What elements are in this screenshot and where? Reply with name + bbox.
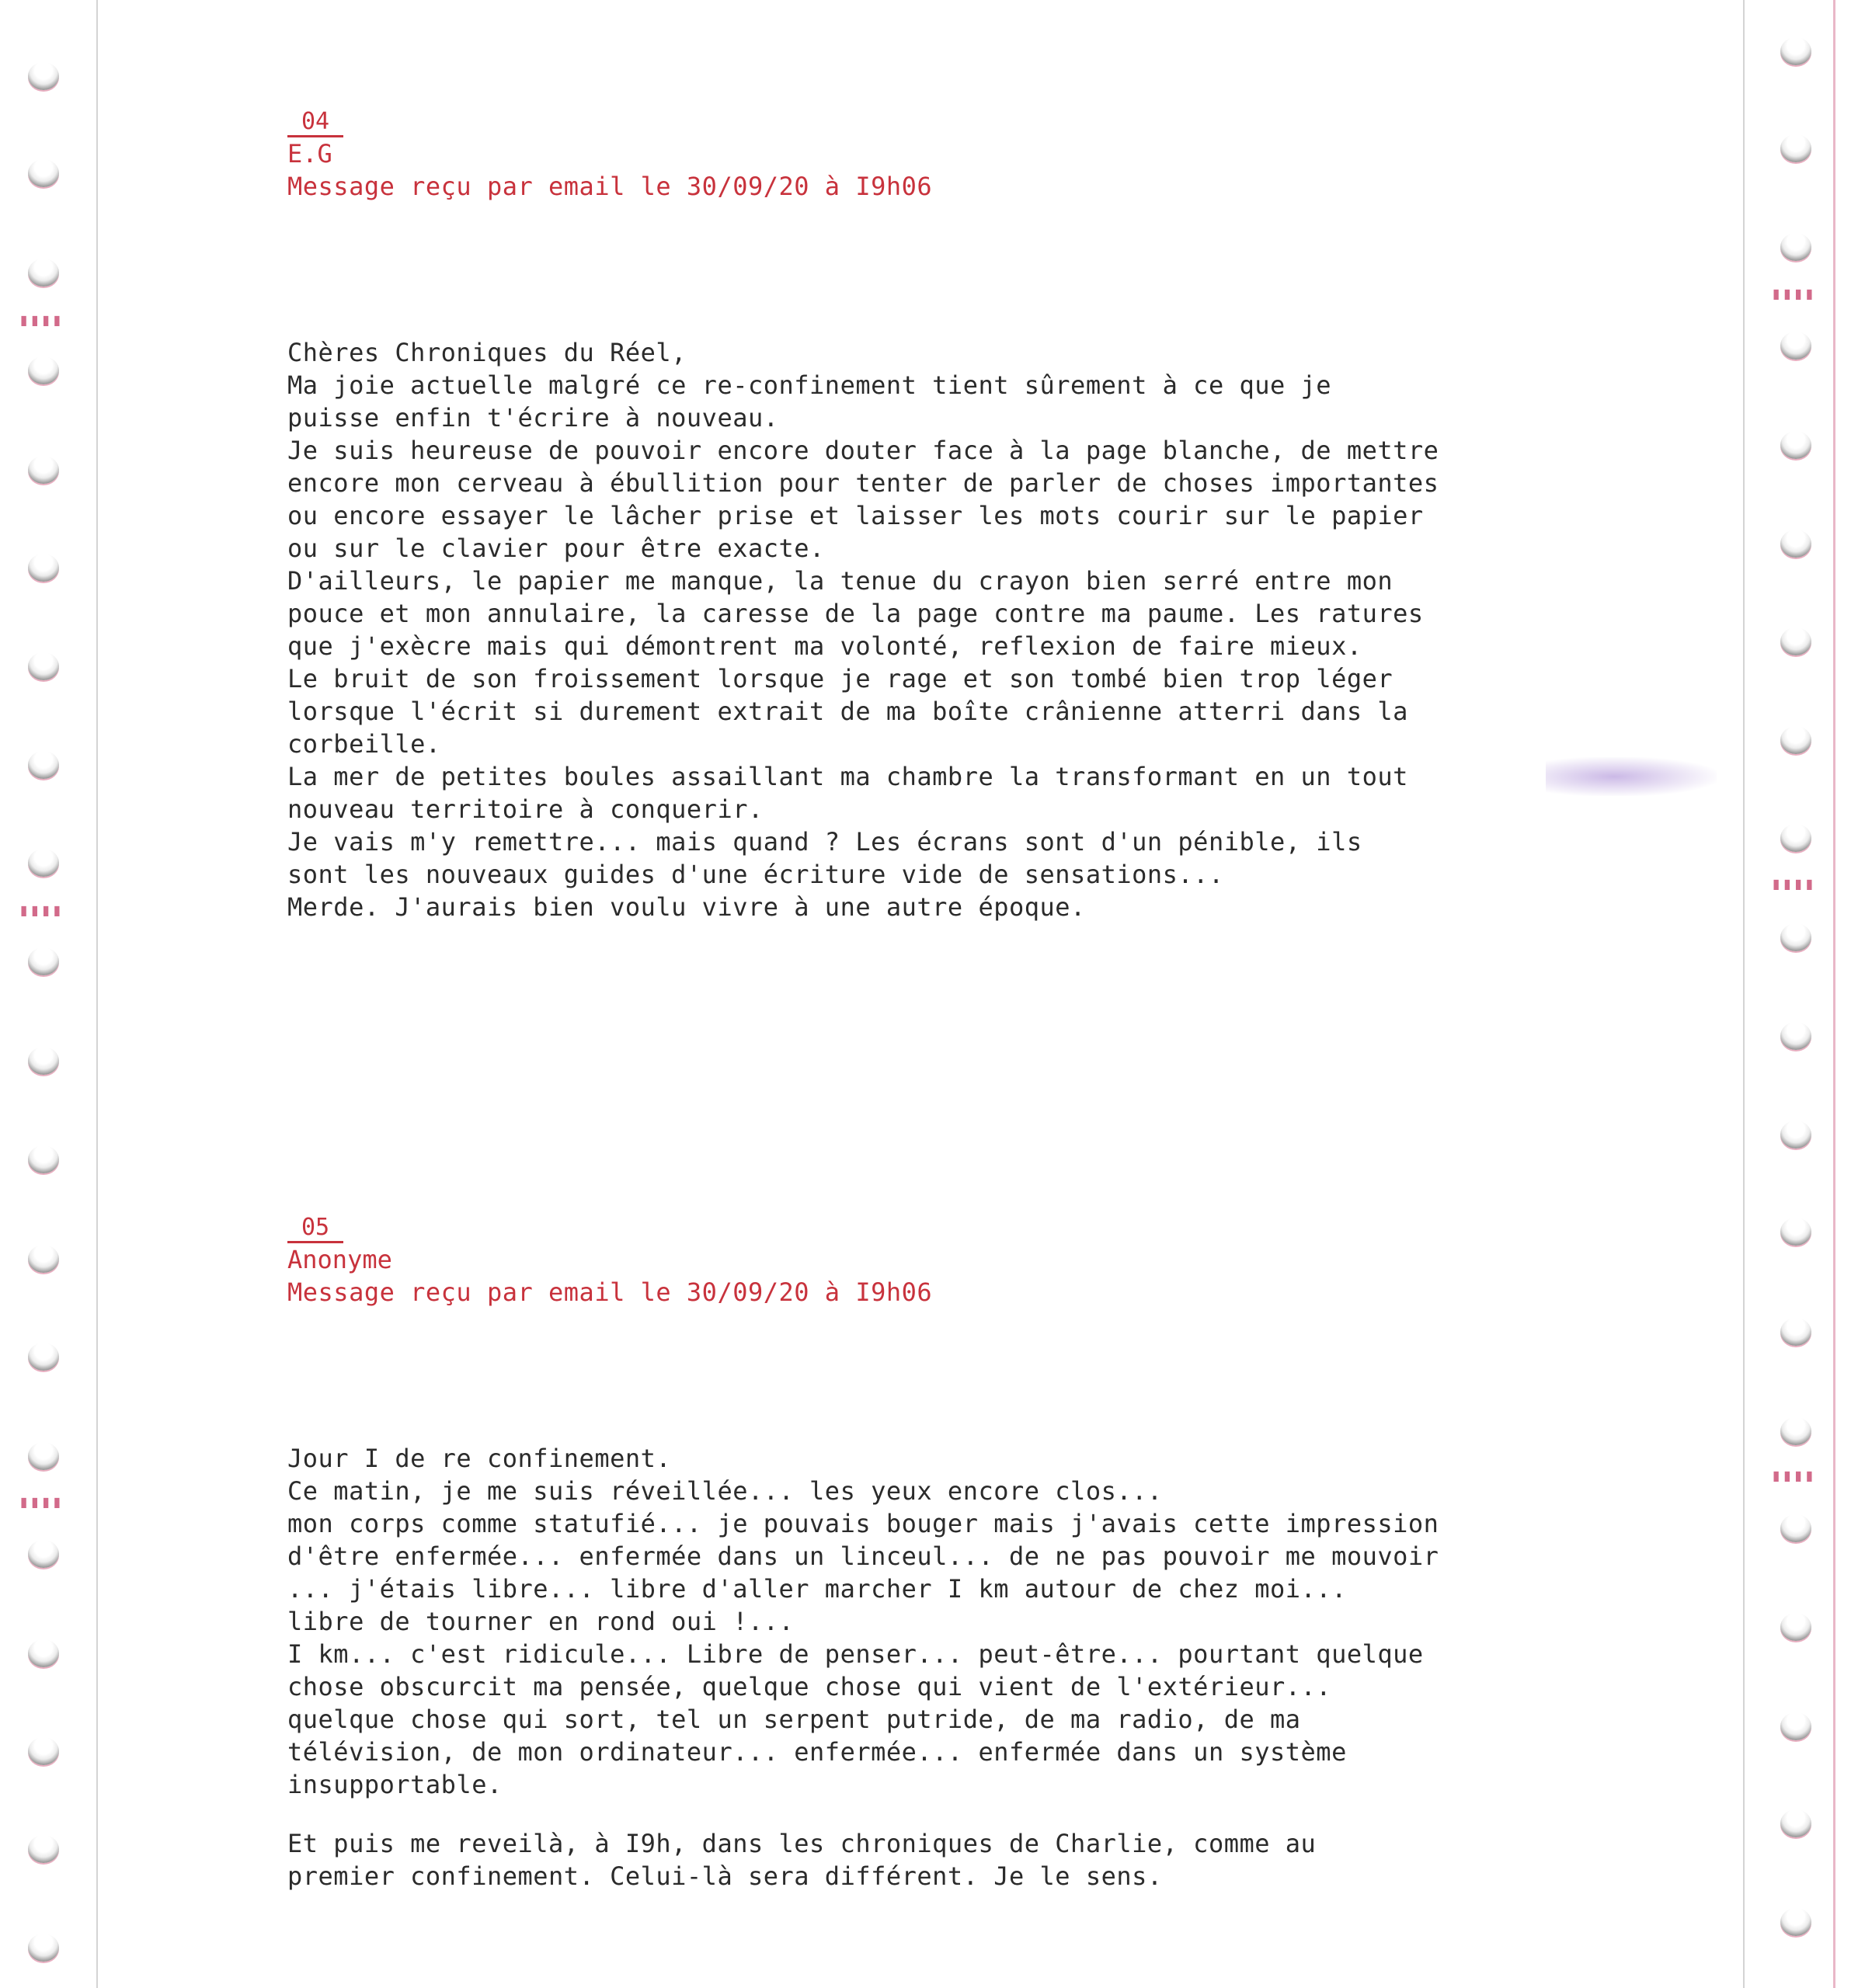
feed-hole — [28, 1639, 59, 1667]
feed-hole — [1780, 431, 1811, 459]
tear-perforation-mark: ▮▮▮▮ — [1771, 874, 1815, 894]
text-line: Ma joie actuelle malgré ce re-confinement tient sûrement à ce que je — [287, 370, 1332, 400]
text-line: mon corps comme statufié... je pouvais bouger mais j'avais cette impression — [287, 1509, 1439, 1538]
feed-hole — [28, 356, 59, 384]
feed-hole — [28, 1245, 59, 1273]
feed-hole — [28, 1835, 59, 1863]
feed-hole — [28, 1145, 59, 1173]
feed-hole — [28, 554, 59, 582]
blank-line — [287, 1795, 1522, 1827]
feed-hole — [1780, 726, 1811, 754]
feed-hole — [28, 947, 59, 975]
feed-hole — [1780, 530, 1811, 558]
feed-hole — [1780, 1809, 1811, 1837]
feed-hole — [28, 652, 59, 680]
text-line: chose obscurcit ma pensée, quelque chose qui vient de l'extérieur... — [287, 1672, 1332, 1701]
entry-author: Anonyme — [287, 1245, 392, 1274]
text-line: nouveau territoire à conquerir. — [287, 794, 764, 824]
text-line: Jour I de re confinement. — [287, 1444, 672, 1473]
ink-smudge — [1546, 757, 1717, 796]
tear-perforation-mark: ▮▮▮▮ — [1771, 1466, 1815, 1486]
text-line: Je suis heureuse de pouvoir encore douter face à la page blanche, de mettre — [287, 436, 1439, 465]
feed-hole — [28, 1934, 59, 1962]
text-line: Je vais m'y remettre... mais quand ? Les écrans sont d'un pénible, ils — [287, 827, 1362, 857]
feed-hole — [1780, 1712, 1811, 1740]
text-line: ou sur le clavier pour être exacte. — [287, 533, 825, 563]
feed-hole — [1780, 1022, 1811, 1050]
text-line: lorsque l'écrit si durement extrait de ma boîte crânienne atterri dans la — [287, 697, 1408, 726]
left-perforation-line — [96, 0, 98, 1988]
text-line: ou encore essayer le lâcher prise et laisser les mots courir sur le papier — [287, 501, 1424, 530]
feed-hole — [1780, 923, 1811, 951]
feed-hole — [1780, 1318, 1811, 1346]
feed-hole — [28, 456, 59, 484]
feed-hole — [1780, 824, 1811, 852]
entry-04-body — [287, 336, 1522, 923]
text-line: d'être enfermée... enfermée dans un linceul... de ne pas pouvoir me mouvoir — [287, 1541, 1439, 1571]
feed-hole — [28, 849, 59, 877]
feed-hole — [1780, 1121, 1811, 1149]
text-line: libre de tourner en rond oui !... — [287, 1607, 795, 1636]
feed-hole — [1780, 332, 1811, 360]
tear-perforation-mark: ▮▮▮▮ — [19, 901, 63, 920]
feed-hole — [28, 751, 59, 779]
entry-04-header — [287, 109, 932, 203]
text-line: télévision, de mon ordinateur... enfermée... enfermée dans un système — [287, 1737, 1347, 1767]
tear-perforation-mark: ▮▮▮▮ — [1771, 284, 1815, 304]
text-line: pouce et mon annulaire, la caresse de la page contre ma paume. Les ratures — [287, 599, 1424, 628]
feed-hole — [28, 1343, 59, 1371]
text-line: quelque chose qui sort, tel un serpent putride, de ma radio, de ma — [287, 1705, 1301, 1734]
feed-hole — [1780, 627, 1811, 655]
feed-hole — [1780, 1417, 1811, 1445]
feed-hole — [1780, 1613, 1811, 1641]
tear-perforation-mark: ▮▮▮▮ — [19, 311, 63, 330]
text-line: D'ailleurs, le papier me manque, la tenue du crayon bien serré entre mon — [287, 566, 1394, 596]
text-line: Le bruit de son froissement lorsque je rage et son tombé bien trop léger — [287, 664, 1394, 693]
entry-author: E.G — [287, 139, 332, 169]
entry-meta: Message reçu par email le 30/09/20 à I9h06 — [287, 172, 933, 201]
entry-meta: Message reçu par email le 30/09/20 à I9h06 — [287, 1277, 933, 1307]
tear-perforation-mark: ▮▮▮▮ — [19, 1493, 63, 1512]
text-line: La mer de petites boules assaillant ma chambre la transformant en un tout — [287, 762, 1408, 791]
text-line: puisse enfin t'écrire à nouveau. — [287, 403, 779, 433]
text-line: insupportable. — [287, 1770, 503, 1799]
text-line: sont les nouveaux guides d'une écriture vide de sensations... — [287, 860, 1224, 889]
text-line: I km... c'est ridicule... Libre de penser... peut-être... pourtant quelque — [287, 1639, 1424, 1669]
text-line: Merde. J'aurais bien voulu vivre à une autre époque. — [287, 892, 1086, 922]
text-line: Chères Chroniques du Réel, — [287, 338, 687, 367]
entry-05-header — [287, 1215, 932, 1309]
right-perforation-line — [1743, 0, 1745, 1988]
text-line: que j'exècre mais qui démontrent ma volonté, reflexion de faire mieux. — [287, 631, 1362, 661]
feed-hole — [28, 1737, 59, 1765]
text-line: encore mon cerveau à ébullition pour tenter de parler de choses importantes — [287, 468, 1439, 498]
text-line: premier confinement. Celui-là sera différent. Je le sens. — [287, 1861, 1163, 1891]
feed-hole — [1780, 37, 1811, 65]
entry-number: 05 — [287, 1215, 343, 1243]
entry-05-body — [287, 1442, 1522, 1892]
feed-hole — [28, 159, 59, 187]
feed-hole — [28, 259, 59, 287]
feed-hole — [28, 1047, 59, 1075]
feed-hole — [1780, 134, 1811, 162]
feed-hole — [28, 1540, 59, 1568]
feed-hole — [1780, 233, 1811, 261]
right-paper-edge — [1833, 0, 1835, 1988]
text-line: ... j'étais libre... libre d'aller marcher I km autour de chez moi... — [287, 1574, 1347, 1604]
feed-hole — [1780, 1218, 1811, 1246]
text-line: Ce matin, je me suis réveillée... les yeux encore clos... — [287, 1476, 1163, 1506]
feed-hole — [1780, 1908, 1811, 1936]
entry-number: 04 — [287, 109, 343, 137]
feed-hole — [1780, 1514, 1811, 1542]
text-line: Et puis me reveilà, à I9h, dans les chroniques de Charlie, comme au — [287, 1829, 1317, 1858]
feed-hole — [28, 62, 59, 90]
text-line: corbeille. — [287, 729, 441, 759]
feed-hole — [28, 1442, 59, 1470]
